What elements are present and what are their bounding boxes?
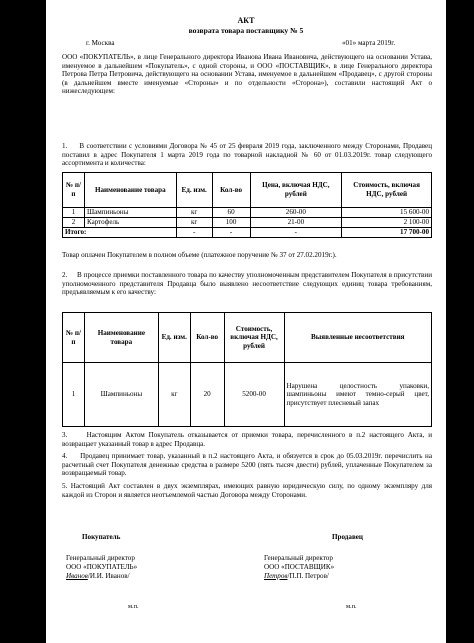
seller-stamp-place: м.п. [346,603,357,610]
table-cell: - [176,228,212,238]
buyer-company: ООО «ПОКУПАТЕЛЬ» [66,563,138,571]
seller-company: ООО «ПОСТАВЩИК» [264,563,335,571]
table-row [63,363,432,427]
table-cell: Нарушена целостность упаковки, шампиньоны имеют темно-серый цвет, присутствует плесневый запах [284,363,432,427]
table-cell: 20 [190,363,224,427]
table-row [63,208,432,218]
preamble-text: ООО «ПОКУПАТЕЛЬ», в лице Генерального директора Иванова Ивана Ивановича, действующего на основании Устава, именуемое в дальнейшем «Покупатель», с одной стороны, и ООО «ПОСТАВЩИК», в лице Генерального директора Петрова Петра Петровича, действующего на основании Устава, именуемое в дальнейшем «Продавец», с другой стороны (в дальнейшем вместе именуемые «Стороны» и по отдельности «Сторона»), составили настоящий Акт о нижеследующем: [62,53,432,96]
clause-2-text: 2. В процессе приемки поставленного товара по качеству уполномоченным представителем Покупателя в присутствии уполномоченного представителя Продавца было выявлено несоответствие следующих единиц товара требованиям, предъявляемым к его качеству: [62,271,432,297]
table-cell: 2 100-00 [342,218,432,228]
defects-col-cost: Стоимость, включая НДС, рублей [224,313,284,363]
table-cell: кг [158,363,190,427]
seller-signature: Петров [264,572,288,580]
clause-4-text: 4. Продавец принимает товар, указанный в п.2 настоящего Акта, и обязуется в срок до 05.03.2019г. перечислить на расчетный счет Покупателя денежные средства в размере 5200 (пять тысяч двести) рублей, уплаченные Покупателем за возвращаемый товар. [62,452,432,478]
buyer-heading: Покупатель [82,533,121,541]
defects-col-num: № п/п [63,313,85,363]
defects-col-qty: Кол-во [190,313,224,363]
total-label: Итого: [63,228,177,238]
table-cell: 21-00 [250,218,342,228]
document-date: «01» марта 2019г. [342,39,396,47]
buyer-signature-line [66,572,130,581]
payment-note: Товар оплачен Покупателем в полном объеме (платежное поручение № 37 от 27.02.2019г.). [62,251,337,259]
table-row [63,218,432,228]
defects-table-header [63,313,432,363]
defects-col-name: Наименование товара [84,313,158,363]
seller-signature-line [264,572,329,581]
goods-col-num: № п/п [63,173,85,208]
defects-table [62,312,432,427]
goods-table [62,172,432,238]
seller-name: /П.П. Петров/ [287,572,329,580]
buyer-name: /И.И. Иванов/ [87,572,130,580]
document-page [46,0,446,643]
goods-col-unit: Ед. изм. [176,173,212,208]
table-cell: Шампиньоны [84,208,176,218]
seller-position: Генеральный директор [264,554,333,562]
buyer-position: Генеральный директор [66,554,135,562]
table-cell: 100 [212,218,250,228]
table-cell: 1 [63,363,85,427]
total-row [63,228,432,238]
document-subtitle: возврата товара поставщику № 5 [188,26,304,35]
buyer-stamp-place: м.п. [128,603,139,610]
defects-col-unit: Ед. изм. [158,313,190,363]
clause-5-text: 5. Настоящий Акт составлен в двух экземплярах, имеющих равную юридическую силу, по одному экземпляру для каждой из Сторон и является неотъемлемой частью Договора между Сторонами. [62,482,432,499]
buyer-signature: Иванов [66,572,88,580]
goods-col-price: Цена, включая НДС, рублей [250,173,342,208]
table-cell: кг [176,208,212,218]
goods-col-name: Наименование товара [84,173,176,208]
document-title: АКТ [237,16,255,25]
table-cell: 260-00 [250,208,342,218]
seller-heading: Продавец [332,533,364,541]
goods-col-cost: Стоимость, включая НДС, рублей [342,173,432,208]
table-cell: кг [176,218,212,228]
table-cell: - [212,228,250,238]
clause-1-text: 1. В соответствии с условиями Договора № 45 от 25 февраля 2019 года, заключенного между Сторонами, Продавец поставил в адрес Покупателя 1 марта 2019 года по товарной накладной № 60 от 01.03.2019г. товар следующего ассортимента и количества: [62,142,432,168]
table-cell: Шампиньоны [84,363,158,427]
document-city: г. Москва [86,39,115,47]
table-cell: 5200-00 [224,363,284,427]
table-cell: 2 [63,218,85,228]
goods-table-header [63,173,432,208]
clause-3-text: 3. Настоящим Актом Покупатель отказывается от приемки товара, перечисленного в п.2 настоящего Акта, и возвращает указанный товар в адрес Продавца. [62,431,432,448]
table-cell: 15 600-00 [342,208,432,218]
table-cell: 60 [212,208,250,218]
total-value: 17 700-00 [342,228,432,238]
defects-col-issues: Выявленные несоответствия [284,313,432,363]
table-cell: Картофель [84,218,176,228]
goods-col-qty: Кол-во [212,173,250,208]
table-cell: 1 [63,208,85,218]
table-cell: - [250,228,342,238]
